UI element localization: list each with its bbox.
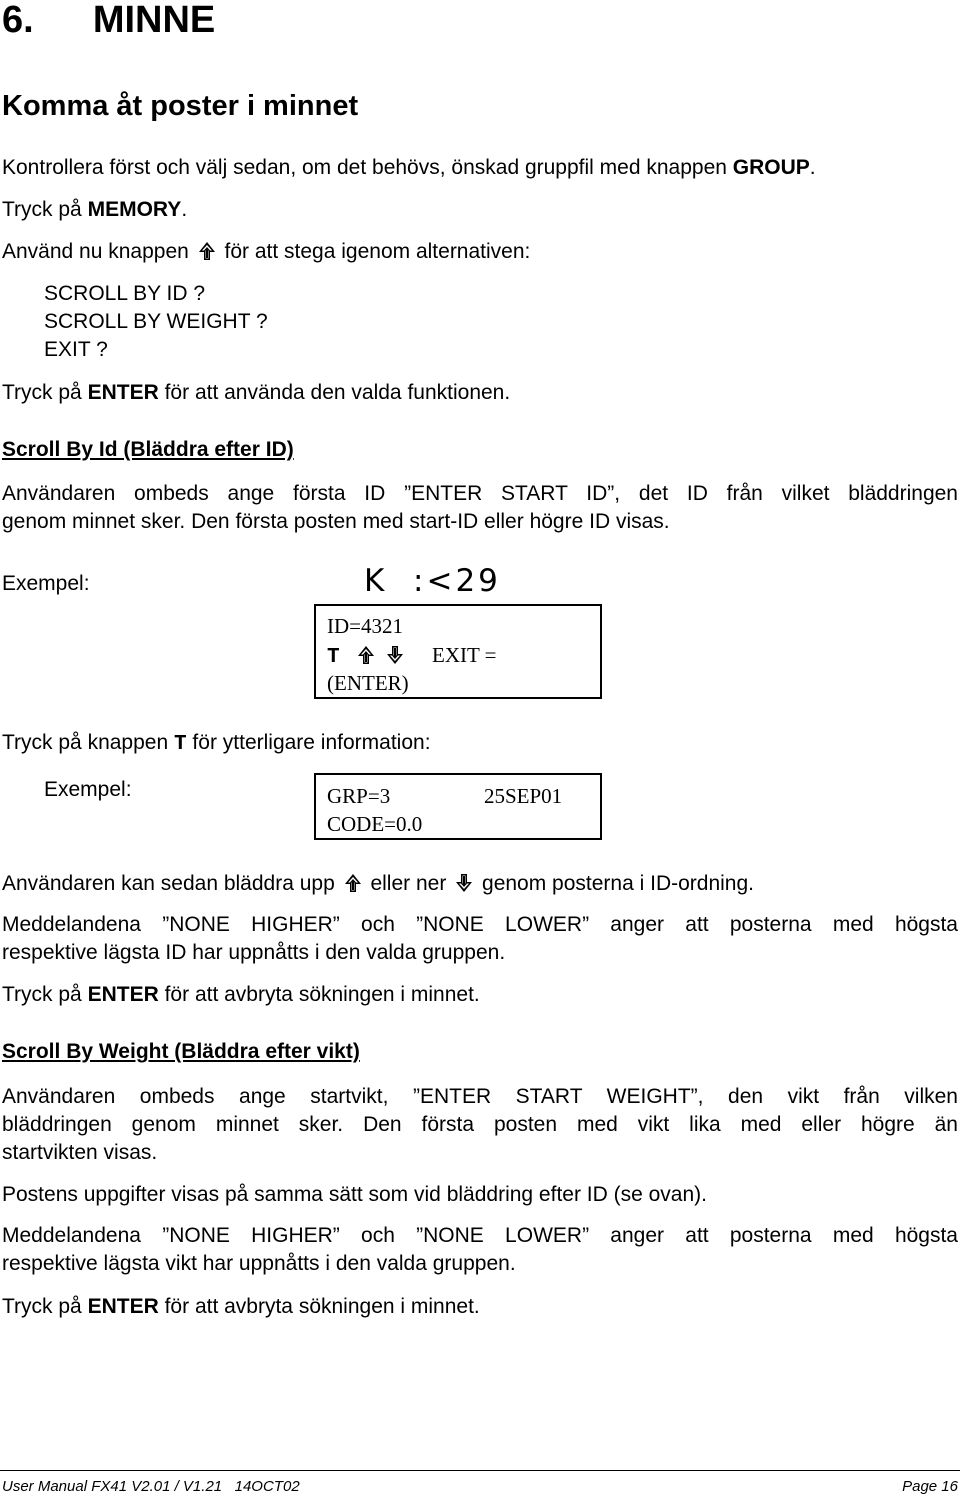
lcd-display-info bbox=[314, 773, 602, 840]
chapter-number: 6. bbox=[2, 0, 34, 41]
paragraph-line: Meddelandena ”NONE HIGHER” och ”NONE LOWER” anger att posterna med högsta bbox=[2, 1224, 958, 1247]
paragraph-enter-abort bbox=[2, 981, 480, 1009]
text: genom posterna i ID-ordning. bbox=[482, 872, 755, 895]
paragraph-line: respektive lägsta vikt har uppnåtts i den valda gruppen. bbox=[2, 1252, 516, 1275]
text: Användaren kan sedan bläddra upp bbox=[2, 872, 335, 895]
paragraph-enter bbox=[2, 379, 510, 407]
lcd-date: 25SEP01 bbox=[484, 784, 563, 808]
text: för att stega igenom alternativen: bbox=[224, 240, 531, 263]
option-scroll-by-id: SCROLL BY ID ? bbox=[44, 282, 206, 305]
example-label: Exempel: bbox=[2, 572, 90, 595]
lcd-enter: (ENTER) bbox=[327, 671, 409, 695]
footer-page: Page 16 bbox=[902, 1478, 958, 1495]
example-label: Exempel: bbox=[44, 778, 132, 801]
key-memory: MEMORY bbox=[87, 198, 182, 221]
section-title: Komma åt poster i minnet bbox=[2, 90, 359, 122]
text: Tryck på bbox=[2, 1295, 88, 1318]
text: Kontrollera först och välj sedan, om det behövs, önskad gruppfil med knappen bbox=[2, 156, 733, 179]
text: Tryck på bbox=[2, 381, 88, 404]
paragraph-t-key bbox=[2, 729, 431, 759]
lcd-id-value: ID=4321 bbox=[327, 614, 404, 638]
arrow-up-icon bbox=[344, 873, 362, 893]
paragraph-line: respektive lägsta ID har uppnåtts i den valda gruppen. bbox=[2, 941, 506, 964]
paragraph-same-display: Postens uppgifter visas på samma sätt som vid bläddring efter ID (se ovan). bbox=[2, 1183, 707, 1206]
text: eller ner bbox=[370, 872, 447, 895]
chapter-heading bbox=[2, 0, 215, 40]
text: för att använda den valda funktionen. bbox=[158, 381, 511, 404]
lcd-grp: GRP=3 bbox=[327, 784, 391, 808]
lcd-t-key: T bbox=[327, 646, 340, 669]
subsection-title-scroll-id: Scroll By Id (Bläddra efter ID) bbox=[2, 438, 294, 461]
footer-rule bbox=[0, 1470, 960, 1471]
paragraph-line: bläddringen genom minnet sker. Den första posten med vikt lika med eller högre än bbox=[2, 1113, 958, 1136]
paragraph-line: genom minnet sker. Den första posten med start-ID eller högre ID visas. bbox=[2, 510, 670, 533]
paragraph-navigate bbox=[2, 870, 754, 898]
text: för ytterligare information: bbox=[186, 731, 431, 754]
key-enter: ENTER bbox=[87, 1295, 159, 1318]
lcd-code: CODE=0.0 bbox=[327, 812, 423, 836]
lcd-exit: EXIT = bbox=[432, 643, 497, 667]
chapter-title: MINNE bbox=[92, 0, 216, 41]
key-enter: ENTER bbox=[87, 983, 159, 1006]
paragraph-line: Användaren ombeds ange startvikt, ”ENTER START WEIGHT”, den vikt från vilken bbox=[2, 1085, 958, 1108]
paragraph-line: startvikten visas. bbox=[2, 1141, 158, 1164]
paragraph-step bbox=[2, 238, 530, 266]
paragraph-line: Användaren ombeds ange första ID ”ENTER START ID”, det ID från vilket bläddringen bbox=[2, 482, 958, 505]
text: Tryck på knappen bbox=[2, 731, 174, 754]
text: . bbox=[809, 156, 816, 179]
option-scroll-by-weight: SCROLL BY WEIGHT ? bbox=[44, 310, 268, 333]
key-enter: ENTER bbox=[87, 381, 159, 404]
subsection-title-scroll-weight: Scroll By Weight (Bläddra efter vikt) bbox=[2, 1040, 360, 1063]
text: Tryck på bbox=[2, 198, 88, 221]
text: . bbox=[181, 198, 188, 221]
key-group: GROUP bbox=[732, 156, 810, 179]
option-exit: EXIT ? bbox=[44, 338, 108, 361]
lcd-nav-line bbox=[327, 641, 407, 672]
paragraph-enter-abort bbox=[2, 1293, 480, 1321]
text: för att avbryta sökningen i minnet. bbox=[158, 983, 480, 1006]
text: för att avbryta sökningen i minnet. bbox=[158, 1295, 480, 1318]
key-t: T bbox=[173, 733, 187, 756]
arrow-down-icon bbox=[455, 873, 473, 893]
text: Använd nu knappen bbox=[2, 240, 189, 263]
lcd-display-id bbox=[314, 604, 602, 699]
paragraph-memory bbox=[2, 196, 187, 224]
arrow-up-icon bbox=[198, 241, 216, 261]
arrow-down-icon bbox=[386, 645, 404, 665]
paragraph-group bbox=[2, 154, 816, 182]
paragraph-line: Meddelandena ”NONE HIGHER” och ”NONE LOWER” anger att posterna med högsta bbox=[2, 913, 958, 936]
text: Tryck på bbox=[2, 983, 88, 1006]
footer-manual: User Manual FX41 V2.01 / V1.21 14OCT02 bbox=[2, 1478, 300, 1495]
arrow-up-icon bbox=[357, 645, 375, 665]
display-glyphs: K :<29 bbox=[364, 563, 501, 599]
